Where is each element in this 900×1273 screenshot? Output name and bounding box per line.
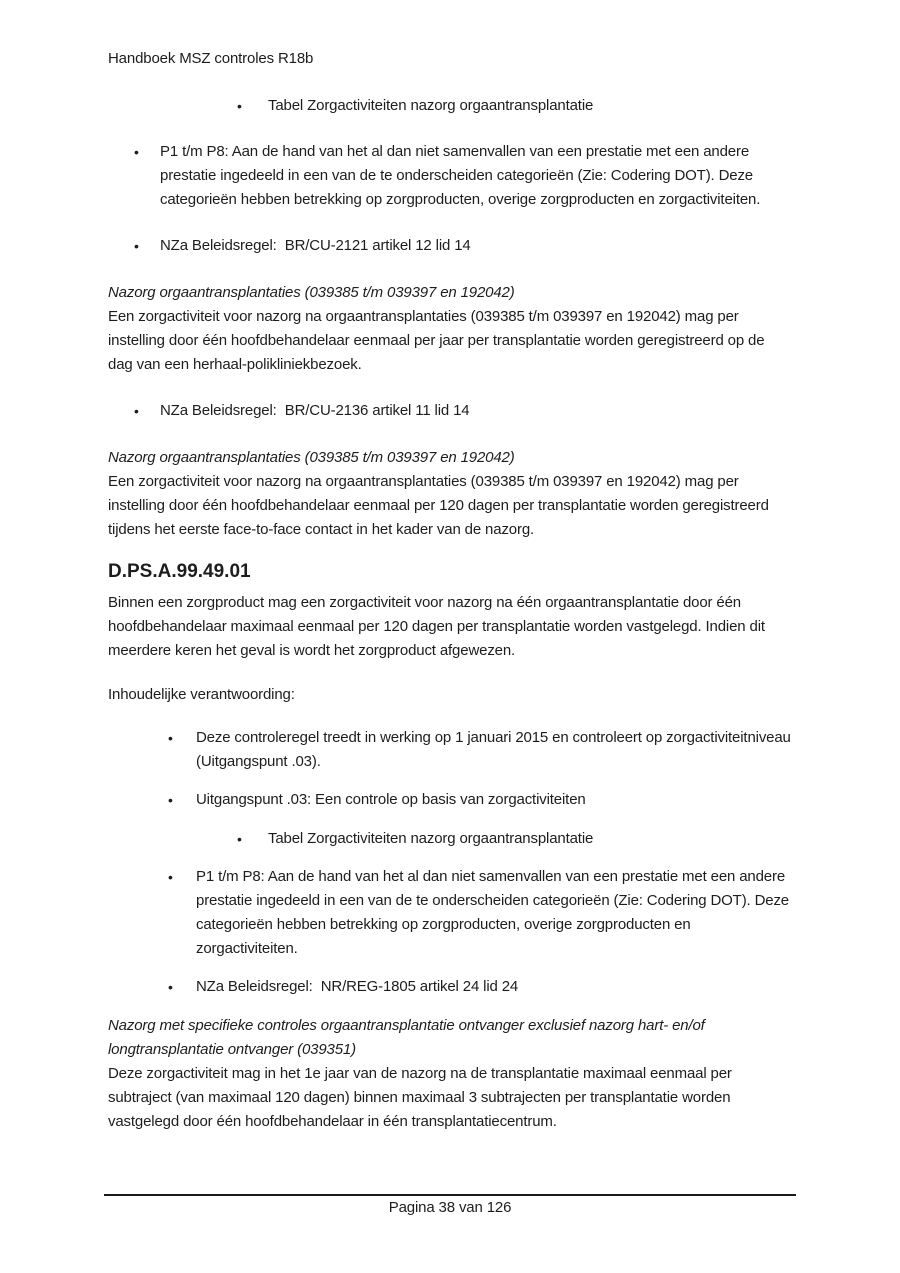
rule-paragraph-2: Een zorgactiviteit voor nazorg na orgaantransplantaties (039385 t/m 039397 en 192042) mag per instelling door één hoofdbehandelaar eenmaal per 120 dagen per transplantatie worden geregistreerd tijdens het eerste face-to-face contact in het kader van de nazorg. — [108, 473, 773, 538]
rule-heading-3: Nazorg met specifieke controles orgaantransplantatie ontvanger exclusief nazorg hart- en/of longtransplantatie ontvanger (039351) — [108, 1017, 709, 1058]
list-item-p1p8-1 — [108, 140, 792, 212]
bullet-icon: • — [168, 792, 173, 808]
list-item-controleregel — [108, 726, 795, 774]
list-item-text: Uitgangspunt .03: Een controle op basis van zorgactiviteiten — [196, 791, 586, 808]
list-item-tabel-1 — [108, 94, 792, 118]
bullet-icon: • — [237, 831, 242, 847]
list-item-text: Tabel Zorgactiviteiten nazorg orgaantransplantatie — [268, 830, 594, 847]
page-footer — [104, 1194, 796, 1219]
rule-paragraph-3: Deze zorgactiviteit mag in het 1e jaar van de nazorg na de transplantatie maximaal eenmaal per subtraject (van maximaal 120 dagen) binnen maximaal 3 subtrajecten per transplantatie worden vastgelegd door één hoofdbehandelaar in één transplantatiecentrum. — [108, 1065, 736, 1130]
list-item-text: NZa Beleidsregel: BR/CU-2121 artikel 12 lid 14 — [160, 237, 471, 254]
list-item-uitgangspunt — [108, 788, 792, 812]
list-item-text: P1 t/m P8: Aan de hand van het al dan niet samenvallen van een prestatie met een andere prestatie ingedeeld in een van de te onderscheiden categorieën (Zie: Codering DOT). Deze categorieën hebben betrekking op zorgproducten, overige zorgproducten en zorgactiviteiten. — [160, 143, 761, 208]
bullet-icon: • — [134, 144, 139, 160]
control-code-heading: D.PS.A.99.49.01 — [108, 561, 251, 582]
bullet-icon: • — [168, 730, 173, 746]
bullet-icon: • — [168, 869, 173, 885]
list-item-nza-2121 — [108, 234, 792, 258]
rule-paragraph-1: Een zorgactiviteit voor nazorg na orgaantransplantaties (039385 t/m 039397 en 192042) mag per instelling door één hoofdbehandelaar eenmaal per jaar per transplantatie worden geregistreerd op de dag van een herhaal-polikliniekbezoek. — [108, 308, 769, 373]
document-content — [108, 48, 795, 1134]
bullet-icon: • — [134, 238, 139, 254]
rule-heading-2: Nazorg orgaantransplantaties (039385 t/m 039397 en 192042) — [108, 449, 515, 466]
list-item-text: Deze controleregel treedt in werking op 1 januari 2015 en controleert op zorgactiviteitniveau (Uitgangspunt .03). — [196, 729, 795, 770]
list-item-p1p8-2 — [108, 865, 792, 961]
verantwoording-label: Inhoudelijke verantwoording: — [108, 686, 295, 703]
list-item-text: NZa Beleidsregel: NR/REG-1805 artikel 24 lid 24 — [196, 978, 519, 995]
list-item-text: NZa Beleidsregel: BR/CU-2136 artikel 11 lid 14 — [160, 402, 470, 419]
list-item-tabel-2 — [108, 827, 792, 851]
bullet-icon: • — [237, 98, 242, 114]
bullet-icon: • — [134, 403, 139, 419]
list-item-nza-1805 — [108, 975, 792, 999]
bullet-icon: • — [168, 979, 173, 995]
rule-heading-1: Nazorg orgaantransplantaties (039385 t/m 039397 en 192042) — [108, 284, 515, 301]
list-item-text: P1 t/m P8: Aan de hand van het al dan niet samenvallen van een prestatie met een andere prestatie ingedeeld in een van de te onderscheiden categorieën (Zie: Codering DOT). Deze categorieën hebben betrekking op zorgproducten, overige zorgproducten en zorgactiviteiten. — [196, 868, 794, 957]
list-item-text: Tabel Zorgactiviteiten nazorg orgaantransplantatie — [268, 97, 594, 114]
page-number: Pagina 38 van 126 — [388, 1199, 512, 1216]
document-title: Handboek MSZ controles R18b — [108, 50, 314, 67]
control-description: Binnen een zorgproduct mag een zorgactiviteit voor nazorg na één orgaantransplantatie door één hoofdbehandelaar maximaal eenmaal per 120 dagen per transplantatie worden vastgelegd. Indien dit meerdere keren het geval is wordt het zorgproduct afgewezen. — [108, 594, 769, 659]
list-item-nza-2136 — [108, 399, 792, 423]
